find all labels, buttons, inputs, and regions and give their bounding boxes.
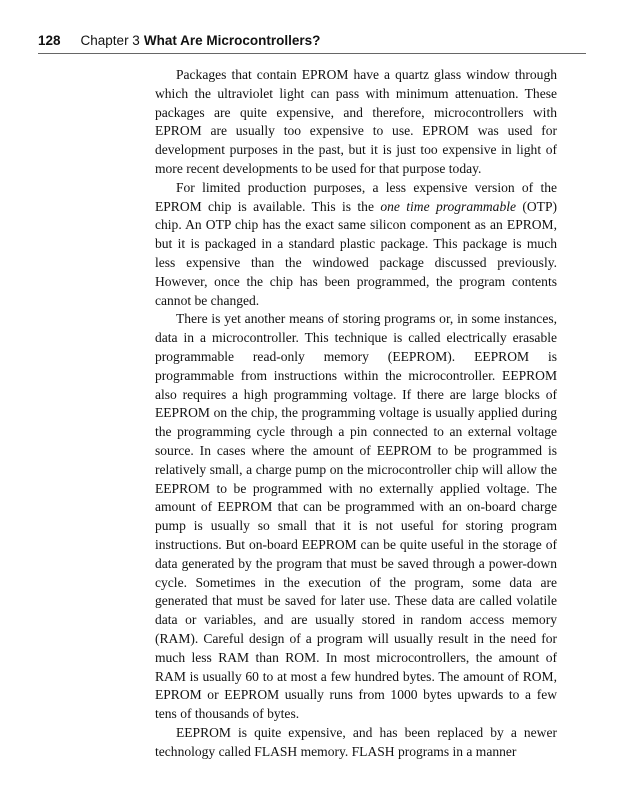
header-rule xyxy=(38,53,586,54)
paragraph-otp xyxy=(155,179,557,311)
paragraph-flash: EEPROM is quite expensive, and has been replaced by a newer technology called FLASH memory. FLASH programs in a manner xyxy=(155,724,557,759)
paragraph-eeprom: There is yet another means of storing programs or, in some instances, data in a microcontroller. This technique is called electrically erasable programmable read-only memory (EEPROM). EEPROM is programmable from instructions within the microcontroller. EEPROM also requires a high programming voltage. If there are large blocks of EEPROM on the chip, the programming voltage is usually applied during the programming cycle through a pin connected to an external voltage source. In cases where the amount of EEPROM to be programmed is relatively small, a charge pump on the microcontroller chip will allow the EEPROM to be programmed with no externally applied voltage. The amount of EEPROM that can be programmed with an on-board charge pump is usually so small that it is not useful for storing program instructions. But on-board EEPROM can be quite useful in the storage of data generated by the program that must be saved through a power-down cycle. Sometimes in the execution of the program, some data are generated that must be saved for later use. These data are called volatile data or variables, and are usually stored in random access memory (RAM). Careful design of a program will usually result in the need for much less RAM than ROM. In most microcontrollers, the amount of RAM is usually 60 to at most a few hundred bytes. The amount of ROM, EPROM or EEPROM usually runs from 1000 bytes upwards to a few tens of thousands of bytes. xyxy=(155,311,557,722)
paragraph-otp-text-after: (OTP) chip. An OTP chip has the exact same silicon component as an EPROM, but it is packaged in a standard plastic package. This package is much less expensive than the windowed package discussed previously. However, once the chip has been programmed, the program contents cannot be changed. xyxy=(155,198,557,308)
paragraph-otp-text-before: For limited production purposes, a less expensive version of the EPROM chip is available. This is the xyxy=(155,179,557,214)
body-text xyxy=(155,66,557,761)
chapter-label: Chapter 3 xyxy=(80,33,140,48)
page-number: 128 xyxy=(38,33,61,48)
otp-emphasis: one time programmable xyxy=(380,198,516,214)
running-head xyxy=(38,31,586,51)
paragraph-eprom-window: Packages that contain EPROM have a quartz glass window through which the ultraviolet light can pass with minimum attenuation. These packages are quite expensive, and therefore, microcontrollers with EPROM are usually too expensive to use. EPROM was used for development purposes in the past, but it is just too expensive in light of more recent developments to be used for that purpose today. xyxy=(155,67,557,176)
chapter-title: What Are Microcontrollers? xyxy=(143,33,321,48)
